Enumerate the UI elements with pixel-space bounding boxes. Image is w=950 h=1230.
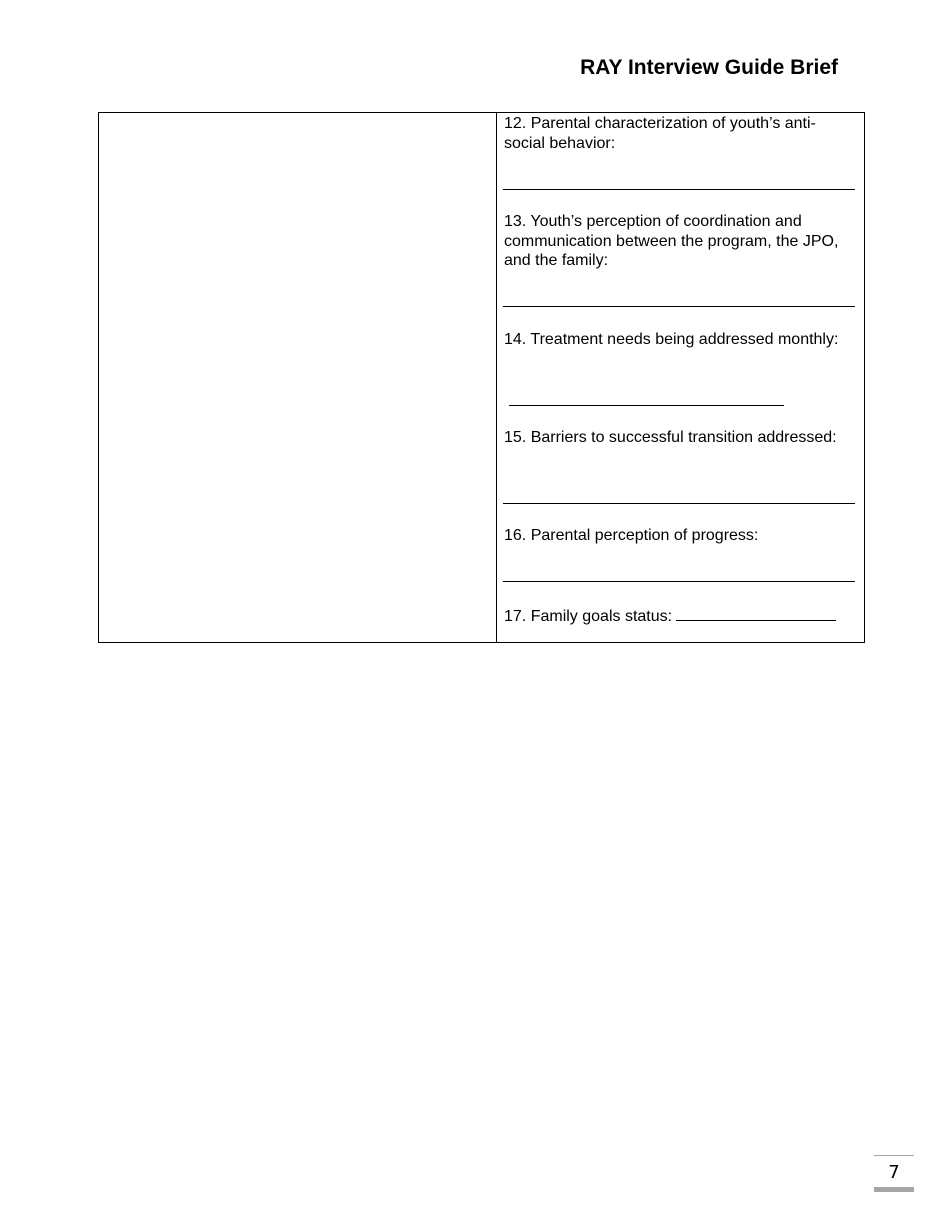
item-17-row — [504, 605, 859, 627]
item-14-text: 14. Treatment needs being addressed monthly: — [504, 331, 839, 348]
item-16-text: 16. Parental perception of progress: — [504, 527, 759, 544]
right-cell — [496, 113, 864, 642]
item-13-text: 13. Youth’s perception of coordination and communication between the program, the JPO, and the family: — [504, 213, 839, 269]
document-title: RAY Interview Guide Brief — [580, 56, 838, 79]
page-number-box — [874, 1155, 914, 1192]
item-13-answer-line[interactable] — [503, 306, 855, 307]
item-12-answer-line[interactable] — [503, 189, 855, 190]
item-15-text: 15. Barriers to successful transition addressed: — [504, 429, 837, 446]
item-15-answer-line[interactable] — [503, 503, 855, 504]
item-14-answer-line[interactable] — [509, 405, 784, 406]
interview-table — [98, 112, 865, 643]
page-number-top-rule — [874, 1155, 914, 1156]
page-number: 7 — [888, 1162, 900, 1183]
item-17-answer-line[interactable] — [676, 605, 836, 621]
item-17-text: 17. Family goals status: — [504, 608, 673, 625]
item-16-answer-line[interactable] — [503, 581, 855, 582]
page-number-bottom-bar — [874, 1187, 914, 1192]
item-12-text: 12. Parental characterization of youth’s anti-social behavior: — [504, 115, 816, 152]
left-cell — [99, 113, 497, 642]
